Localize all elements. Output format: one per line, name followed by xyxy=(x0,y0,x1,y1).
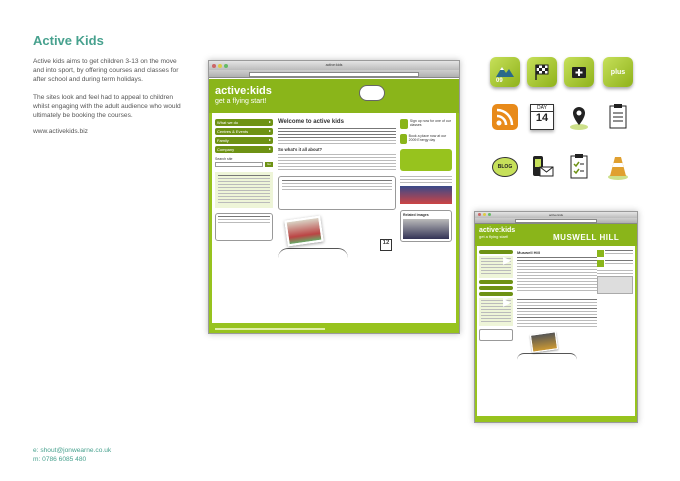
search-input[interactable] xyxy=(215,162,263,167)
kids-photo xyxy=(530,331,558,352)
main-column xyxy=(278,119,396,258)
project-title: Active Kids xyxy=(33,33,104,48)
right-column xyxy=(597,250,633,294)
video-thumbnail[interactable] xyxy=(400,186,452,204)
signup-text: Sign up now for one of our classes xyxy=(409,119,451,127)
site-logo[interactable]: active:kids xyxy=(215,85,272,97)
window-title: active:kids xyxy=(548,213,563,217)
related-images-box xyxy=(400,210,452,242)
feedback-bubble[interactable] xyxy=(479,329,513,341)
rss-feed-icon xyxy=(490,102,520,132)
centre-page xyxy=(475,224,637,422)
nav-company[interactable]: Company ▸ xyxy=(215,146,273,153)
about-heading: So what's it all about? xyxy=(278,147,323,152)
checkered-flag-icon xyxy=(527,57,557,87)
contact-email[interactable]: e: shout@jonwearne.co.uk xyxy=(33,447,112,454)
site-footer xyxy=(215,328,325,330)
project-url[interactable]: www.activekids.biz xyxy=(33,128,88,136)
cloud-doodle xyxy=(278,248,348,258)
signup-promo[interactable] xyxy=(400,119,452,129)
quote-box xyxy=(278,176,396,246)
contact-mobile: m: 0786 6085 480 xyxy=(33,455,87,463)
green-callout xyxy=(400,149,452,171)
nav-what-we-do[interactable]: What we do ▸ xyxy=(215,119,273,126)
site-tagline: get a flying start! xyxy=(479,234,509,239)
browser-toolbar xyxy=(209,70,459,78)
nav-family[interactable]: Family ▸ xyxy=(215,137,273,144)
sidebar-link-list xyxy=(215,172,273,208)
main-column xyxy=(517,250,597,360)
blog-bubble-icon: BLOG xyxy=(490,152,520,182)
address-bar[interactable] xyxy=(249,72,419,77)
mobile-mail-icon xyxy=(527,152,557,182)
window-title: active:kids xyxy=(325,63,343,67)
mountain-calendar-icon: 09 xyxy=(490,57,520,87)
calendar-badge: 12 xyxy=(380,239,392,251)
homepage-browser-window xyxy=(208,60,460,334)
cloud-graphic xyxy=(359,85,385,101)
traffic-cone-icon xyxy=(603,152,633,182)
location-pin-icon xyxy=(564,102,594,132)
intro-paragraph-1: Active kids aims to get children 3-13 on the move and into sport, by offering courses and classes for after school and during term holidays. xyxy=(33,58,179,84)
site-logo[interactable]: active:kids xyxy=(479,227,516,234)
feedback-bubble[interactable] xyxy=(215,213,273,241)
nav-centres-events[interactable]: Centres & Events ▸ xyxy=(215,128,273,135)
search-label: Search site xyxy=(215,157,233,161)
left-nav xyxy=(479,250,513,341)
site-header xyxy=(209,79,459,113)
cloud-doodle xyxy=(517,353,577,360)
homepage xyxy=(209,79,459,333)
location-map[interactable] xyxy=(597,276,633,294)
centre-content xyxy=(477,246,635,416)
window-titlebar xyxy=(209,61,459,70)
booking-promo[interactable] xyxy=(400,134,452,144)
contact-details xyxy=(33,447,111,464)
right-column xyxy=(400,119,452,242)
calendar-day-icon: DAY 14 xyxy=(527,102,557,132)
search-go-button[interactable]: Go xyxy=(266,162,271,166)
checklist-icon xyxy=(564,152,594,182)
site-header xyxy=(475,224,637,246)
centre-heading: Muswell Hill xyxy=(517,250,540,255)
first-aid-kit-icon xyxy=(564,57,594,87)
related-image[interactable] xyxy=(403,219,449,239)
homepage-content xyxy=(212,113,456,323)
kids-photo xyxy=(284,216,323,247)
left-nav xyxy=(215,119,273,241)
welcome-heading: Welcome to active kids xyxy=(278,119,344,125)
site-tagline: get a flying start! xyxy=(215,98,267,105)
muswell-hill-banner: MUSWELL HILL xyxy=(553,233,620,242)
booking-text: Book a place now at our 2009 Energy day xyxy=(408,134,447,142)
centre-browser-window xyxy=(474,211,638,423)
related-images-heading: Related images xyxy=(403,213,429,217)
intro-section xyxy=(33,33,183,135)
window-controls[interactable] xyxy=(212,64,228,68)
address-bar[interactable] xyxy=(515,219,597,223)
clipboard-icon xyxy=(603,102,633,132)
intro-paragraph-2: The sites look and feel had to appeal to children whilst engaging with the adult audience who would ultimately be booking the courses. xyxy=(33,93,181,120)
plus-icon: plus xyxy=(603,57,633,87)
